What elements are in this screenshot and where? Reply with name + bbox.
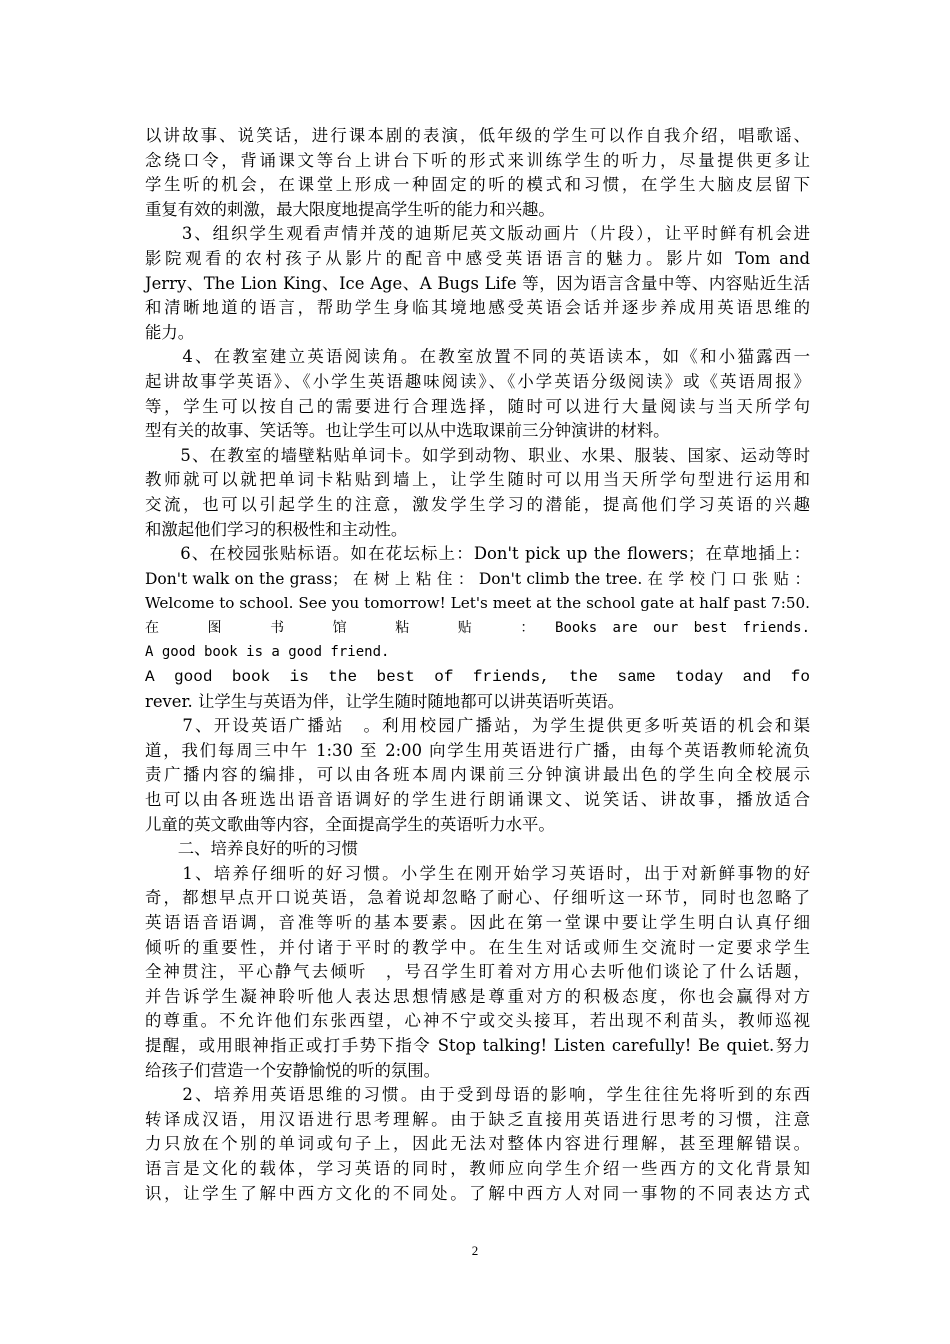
text-line: 重复有效的刺激，最大限度地提高学生听的能力和兴趣。 (145, 199, 555, 219)
text-line: 识，让学生了解中西方文化的不同处。了解中西方人对同一事物的不同表达方式 (145, 1183, 810, 1203)
text-line: rever. 让学生与英语为伴，让学生随时随地都可以讲英语听英语。 (145, 691, 625, 711)
text-line: 和激起他们学习的积极性和主动性。 (145, 519, 408, 539)
text-line: 转译成汉语，用汉语进行思考理解。由于缺乏直接用英语进行思考的习惯，注意 (145, 1109, 810, 1129)
text-line: 奇，都想早点开口说英语，急着说却忽略了耐心、仔细听这一环节，同时也忽略了 (145, 888, 810, 908)
text-line: 责广播内容的编排，可以由各班本周内课前三分钟演讲最出色的学生向全校展示 (145, 765, 810, 785)
text-line: 型有关的故事、笑话等。也让学生可以从中选取课前三分钟演讲的材料。 (145, 421, 670, 441)
text-line: 6、在校园张贴标语。如在花坛标上：Don't pick up the flowers；在草地插上： (145, 544, 810, 564)
text-line: 念绕口令，背诵课文等台上讲台下听的形式来训练学生的听力，尽量提供更多让 (145, 150, 810, 170)
text-line: 英语语音语调，音准等听的基本要素。因此在第一堂课中要让学生明白认真仔细 (145, 913, 810, 932)
text-line: 以讲故事、说笑话，进行课本剧的表演，低年级的学生可以作自我介绍，唱歌谣、 (145, 126, 810, 145)
text-line: Don't walk on the grass； 在 树 上 粘 住 ： Don't climb the tree. 在 学 校 门 口 张 贴 ： (145, 569, 810, 588)
text-line: 全神贯注，平心静气去倾听 ，号召学生盯着对方用心去听他们谈论了什么话题， (145, 962, 810, 982)
text-line: A good book is the best of friends, the same today and fo (145, 668, 810, 687)
text-line: 交流，也可以引起学生的注意，激发学生学习的潜能，提高他们学习英语的兴趣 (145, 494, 810, 514)
text-line: 给孩子们营造一个安静愉悦的听的氛围。 (145, 1060, 441, 1080)
text-line: Welcome to school. See you tomorrow! Let's meet at the school gate at half past 7:50. (145, 594, 810, 613)
text-line: 道，我们每周三中午 1:30 至 2:00 向学生用英语进行广播，由每个英语教师轮流负 (145, 740, 810, 760)
text-line: 能力。 (145, 322, 195, 342)
text-line: 并告诉学生凝神聆听他人表达思想情感是尊重对方的积极态度，你也会赢得对方 (145, 986, 810, 1006)
text-line: 7、开设英语广播站 。利用校园广播站，为学生提供更多听英语的机会和渠 (145, 716, 810, 736)
text-line: 也可以由各班选出语音语调好的学生进行朗诵课文、说笑话、讲故事，播放适合 (145, 790, 810, 810)
text-line: 5、在教室的墙壁粘贴单词卡。如学到动物、职业、水果、服装、国家、运动等时 (145, 445, 810, 465)
text-line: 和清晰地道的语言，帮助学生身临其境地感受英语会话并逐步养成用英语思维的 (145, 298, 810, 318)
text-line: 4、在教室建立英语阅读角。在教室放置不同的英语读本，如《和小猫露西一 (145, 347, 810, 367)
page-number: 2 (471, 1243, 479, 1258)
text-line: 儿童的英文歌曲等内容，全面提高学生的英语听力水平。 (145, 814, 555, 834)
text-line: 2、培养用英语思维的习惯。由于受到母语的影响，学生往往先将听到的东西 (145, 1085, 810, 1105)
text-line: 语言是文化的载体，学习英语的同时，教师应向学生介绍一些西方的文化背景知 (145, 1158, 810, 1178)
text-line: Jerry、The Lion King、Ice Age、A Bugs Life 等，因为语言含量中等、内容贴近生活 (145, 273, 810, 293)
body-text (145, 124, 810, 1206)
text-line: 的尊重。不允许他们东张西望，心神不宁或交头接耳，若出现不利苗头，教师巡视 (145, 1011, 810, 1031)
text-line: 3、组织学生观看声情并茂的迪斯尼英文版动画片（片段），让平时鲜有机会进 (145, 224, 810, 244)
text-line: 1、培养仔细听的好习惯。小学生在刚开始学习英语时，出于对新鲜事物的好 (145, 863, 810, 883)
text-line: 等，学生可以按自己的需要进行合理选择，随时可以进行大量阅读与当天所学句 (145, 396, 810, 416)
text-line: 在 图 书 馆 粘 贴 ： Books are our best friends. (145, 619, 810, 636)
text-line: 教师就可以就把单词卡粘贴到墙上，让学生随时可以用当天所学句型进行运用和 (145, 470, 810, 490)
text-line: 起讲故事学英语》、《小学生英语趣味阅读》、《小学英语分级阅读》或《英语周报》 (145, 371, 810, 391)
section-heading: 二、培养良好的听的习惯 (145, 839, 359, 859)
text-line: 提醒，或用眼神指正或打手势下指令 Stop talking! Listen carefully! Be quiet.努力 (145, 1035, 810, 1055)
text-line: 学生听的机会，在课堂上形成一种固定的听的模式和习惯，在学生大脑皮层留下 (145, 175, 810, 195)
text-line: 影院观看的农村孩子从影片的配音中感受英语语言的魅力。影片如 Tom and (145, 248, 810, 268)
text-line: A good book is a good friend. (145, 644, 390, 661)
text-line: 倾听的重要性，并付诸于平时的教学中。在生生对话或师生交流时一定要求学生 (145, 937, 810, 957)
text-line: 力只放在个别的单词或句子上，因此无法对整体内容进行理解，甚至理解错误。 (145, 1134, 810, 1154)
